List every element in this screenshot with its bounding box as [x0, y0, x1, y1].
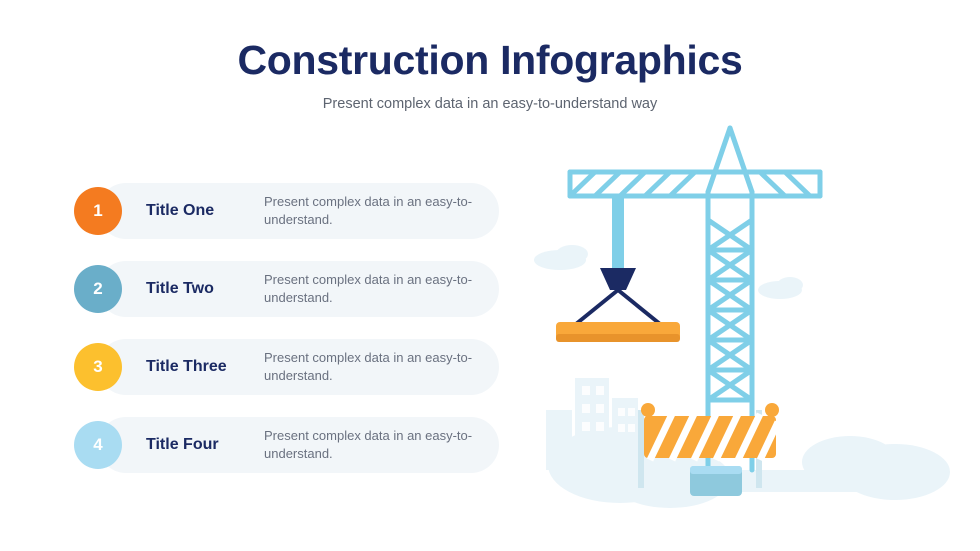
- list-item-number-badge: 2: [74, 265, 122, 313]
- list-item[interactable]: [74, 261, 499, 317]
- list-item[interactable]: [74, 183, 499, 239]
- slide-header: [0, 38, 980, 112]
- list-item-description: Present complex data in an easy-to-understand.: [264, 194, 473, 227]
- list-item-number-badge: 3: [74, 343, 122, 391]
- list-item-title: Title One: [146, 202, 215, 219]
- list-item[interactable]: [74, 417, 499, 473]
- list-item-title: Title Four: [146, 436, 219, 453]
- tower-crane-illustration: [520, 110, 960, 510]
- list-item[interactable]: [74, 339, 499, 395]
- list-item-title: Title Two: [146, 280, 214, 297]
- list-item-title: Title Three: [146, 358, 227, 375]
- infographic-list: [74, 183, 499, 495]
- list-item-description: Present complex data in an easy-to-understand.: [264, 272, 473, 305]
- list-item-number-badge: 1: [74, 187, 122, 235]
- page-title: Construction Infographics: [237, 37, 743, 83]
- page-subtitle: Present complex data in an easy-to-understand way: [322, 96, 658, 113]
- list-item-description: Present complex data in an easy-to-understand.: [264, 428, 473, 461]
- list-item-number-badge: 4: [74, 421, 122, 469]
- list-item-description: Present complex data in an easy-to-understand.: [264, 350, 473, 383]
